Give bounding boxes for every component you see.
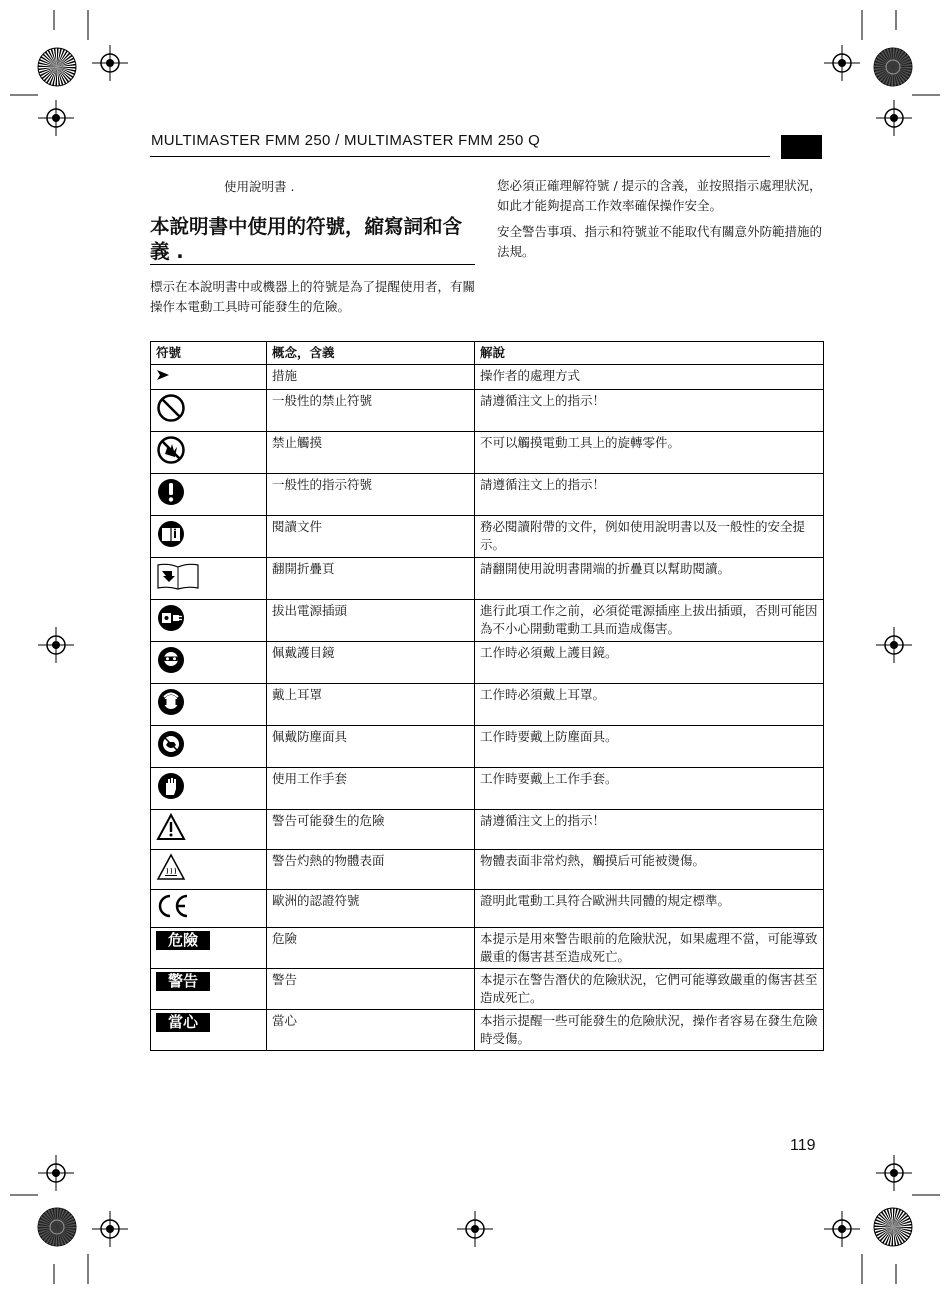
danger-badge: 危險 [156, 931, 210, 950]
concept-cell: 警告可能發生的危險 [267, 810, 475, 850]
table-row [151, 558, 824, 600]
caution-badge: 當心 [156, 1013, 210, 1032]
explanation-cell: 不可以觸摸電動工具上的旋轉零件。 [475, 432, 824, 474]
symbol-cell [151, 726, 267, 768]
prohibition-icon [156, 393, 186, 428]
section-heading: 本說明書中使用的符號，縮寫詞和含義 . [150, 215, 463, 263]
explanation-cell: 工作時必須戴上耳罩。 [475, 684, 824, 726]
symbol-cell [151, 365, 267, 390]
symbol-cell [151, 1010, 267, 1051]
symbol-cell [151, 810, 267, 850]
symbol-cell [151, 969, 267, 1010]
table-row [151, 928, 824, 969]
header-tab-block [781, 135, 822, 159]
symbol-cell [151, 432, 267, 474]
concept-cell: 翻開折疊頁 [267, 558, 475, 600]
heading-rule [150, 264, 475, 265]
table-row [151, 600, 824, 642]
table-header-row [151, 342, 824, 365]
concept-cell: 措施 [267, 365, 475, 390]
open-foldout-icon [156, 561, 200, 596]
symbol-cell [151, 768, 267, 810]
symbol-cell [151, 516, 267, 558]
symbol-cell [151, 850, 267, 890]
symbol-cell [151, 474, 267, 516]
explanation-cell: 證明此電動工具符合歐洲共同體的規定標準。 [475, 890, 824, 928]
header-title: MULTIMASTER FMM 250 / MULTIMASTER FMM 250 Q [151, 132, 541, 149]
header-rule [150, 156, 770, 157]
symbol-cell [151, 890, 267, 928]
header-concept: 概念，含義 [267, 342, 475, 365]
goggles-icon [156, 645, 186, 680]
explanation-cell: 本指示提醒一些可能發生的危險狀況，操作者容易在發生危險時受傷。 [475, 1010, 824, 1051]
explanation-cell: 務必閱讀附帶的文件，例如使用說明書以及一般性的安全提示。 [475, 516, 824, 558]
gloves-icon [156, 771, 186, 806]
manual-label: 使用說明書 . [224, 179, 295, 194]
ear-protection-icon [156, 687, 186, 722]
explanation-cell: 本提示是用來警告眼前的危險狀況，如果處理不當，可能導致嚴重的傷害甚至造成死亡。 [475, 928, 824, 969]
table-row [151, 474, 824, 516]
starburst-mark [38, 48, 76, 86]
concept-cell: 禁止觸摸 [267, 432, 475, 474]
unplug-icon [156, 603, 186, 638]
concept-cell: 警告灼熱的物體表面 [267, 850, 475, 890]
mandatory-icon [156, 477, 186, 512]
table-row [151, 969, 824, 1010]
right-paragraph-1: 您必須正確理解符號 / 提示的含義，並按照指示處理狀況，如此才能夠提高工作效率確保操作安全。 [497, 178, 822, 213]
table-row [151, 768, 824, 810]
explanation-cell: 請遵循注文上的指示！ [475, 474, 824, 516]
dust-mask-icon [156, 729, 186, 764]
starburst-mark [874, 48, 912, 86]
hot-surface-icon [156, 853, 186, 886]
table-row [151, 684, 824, 726]
table-row [151, 432, 824, 474]
explanation-cell: 請翻開使用說明書開端的折疊頁以幫助閱讀。 [475, 558, 824, 600]
explanation-cell: 本提示在警告潛伏的危險狀況，它們可能導致嚴重的傷害甚至造成死亡。 [475, 969, 824, 1010]
warning-icon [156, 813, 186, 846]
explanation-cell: 請遵循注文上的指示！ [475, 810, 824, 850]
starburst-mark [38, 1208, 76, 1246]
table-row [151, 516, 824, 558]
table-row [151, 1010, 824, 1051]
concept-cell: 使用工作手套 [267, 768, 475, 810]
concept-cell: 危險 [267, 928, 475, 969]
concept-cell: 當心 [267, 1010, 475, 1051]
right-paragraph-2: 安全警告事項、指示和符號並不能取代有關意外防範措施的法規。 [497, 224, 823, 259]
concept-cell: 閱讀文件 [267, 516, 475, 558]
symbol-cell [151, 558, 267, 600]
table-row [151, 726, 824, 768]
intro-paragraph: 標示在本說明書中或機器上的符號是為了提醒使用者，有關操作本電動工具時可能發生的危險。 [150, 279, 476, 314]
concept-cell: 佩戴護目鏡 [267, 642, 475, 684]
table-row [151, 365, 824, 390]
header-symbol: 符號 [151, 342, 267, 365]
table-row [151, 810, 824, 850]
symbol-cell [151, 600, 267, 642]
table-row [151, 642, 824, 684]
explanation-cell: 工作時必須戴上護目鏡。 [475, 642, 824, 684]
table-row [151, 390, 824, 432]
explanation-cell: 工作時要戴上工作手套。 [475, 768, 824, 810]
concept-cell: 歐洲的認證符號 [267, 890, 475, 928]
right-column [497, 176, 827, 268]
no-touch-icon [156, 435, 186, 470]
header-explanation: 解說 [475, 342, 824, 365]
explanation-cell: 操作者的處理方式 [475, 365, 824, 390]
symbol-table [150, 341, 824, 1051]
table-row [151, 850, 824, 890]
explanation-cell: 工作時要戴上防塵面具。 [475, 726, 824, 768]
concept-cell: 戴上耳罩 [267, 684, 475, 726]
symbol-cell [151, 642, 267, 684]
explanation-cell: 物體表面非常灼熱，觸摸后可能被燙傷。 [475, 850, 824, 890]
arrow-icon [156, 368, 170, 386]
symbol-cell [151, 390, 267, 432]
explanation-cell: 請遵循注文上的指示！ [475, 390, 824, 432]
symbol-cell [151, 928, 267, 969]
read-manual-icon [156, 519, 186, 554]
ce-mark-icon [156, 893, 190, 924]
starburst-mark [874, 1208, 912, 1246]
explanation-cell: 進行此項工作之前，必須從電源插座上拔出插頭，否則可能因為不小心開動電動工具而造成傷害。 [475, 600, 824, 642]
concept-cell: 拔出電源插頭 [267, 600, 475, 642]
warning-badge: 警告 [156, 972, 210, 991]
page-number: 119 [790, 1137, 816, 1154]
symbol-cell [151, 684, 267, 726]
concept-cell: 佩戴防塵面具 [267, 726, 475, 768]
concept-cell: 一般性的禁止符號 [267, 390, 475, 432]
concept-cell: 一般性的指示符號 [267, 474, 475, 516]
concept-cell: 警告 [267, 969, 475, 1010]
table-row [151, 890, 824, 928]
